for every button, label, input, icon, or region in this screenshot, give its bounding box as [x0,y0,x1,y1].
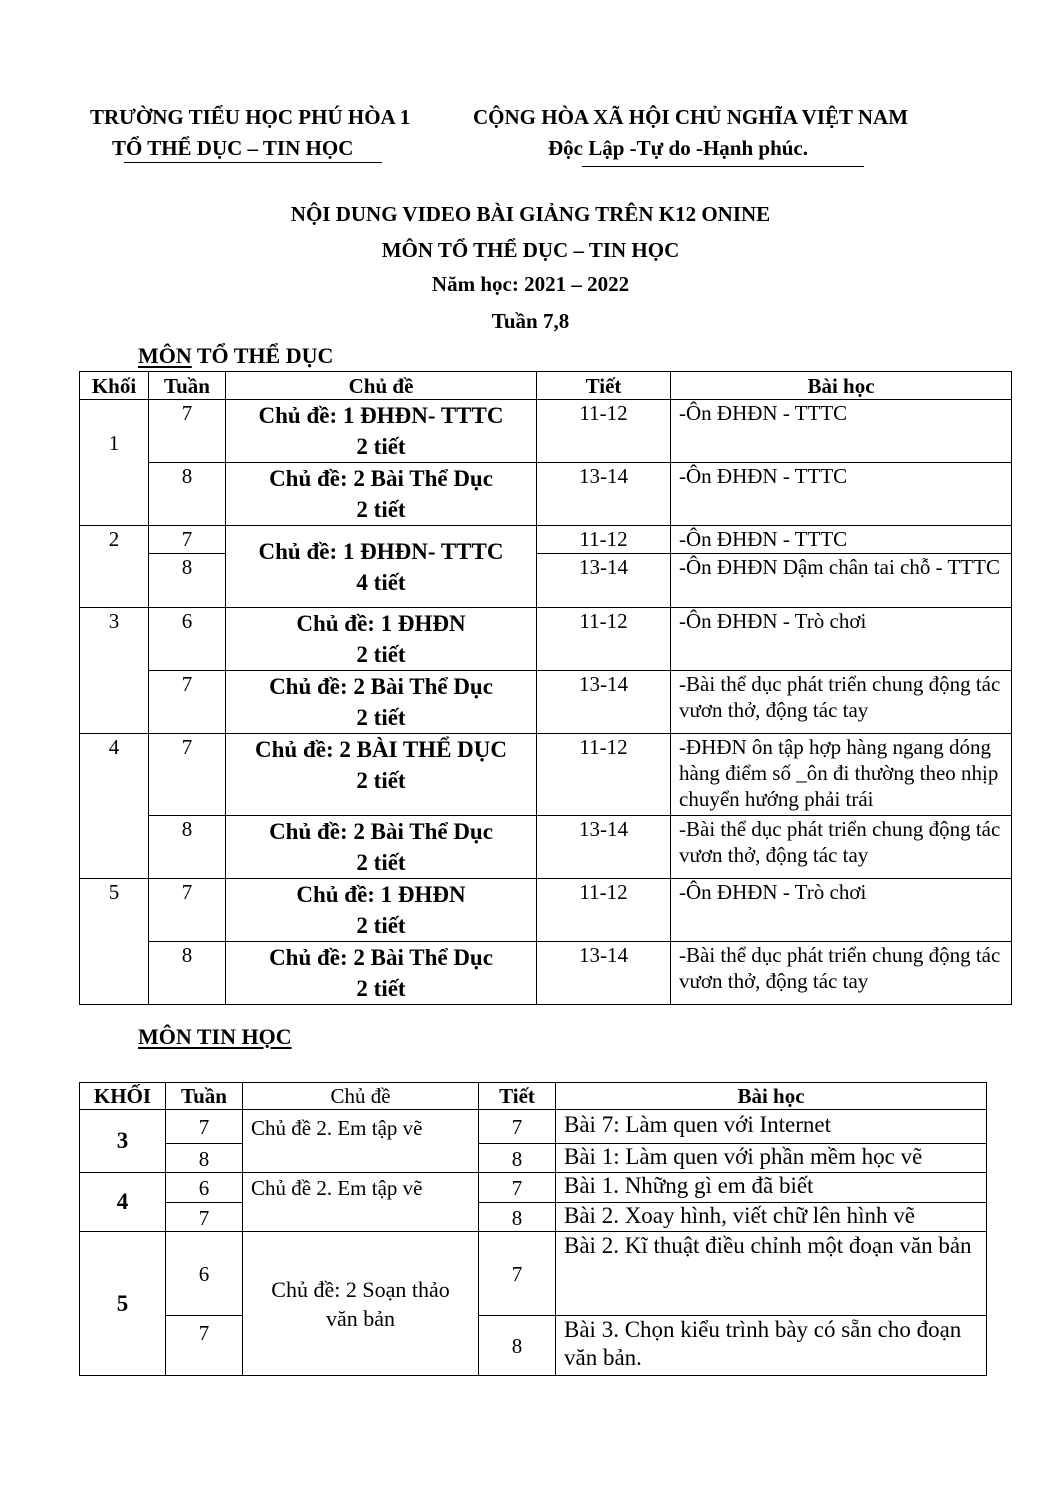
pe-period-cell: 13-14 [537,671,671,734]
it-topic-cell: Chủ đề: 2 Soạn thảo văn bản [243,1232,479,1376]
pe-week-cell: 6 [149,608,226,671]
pe-lesson-cell: -Ôn ĐHĐN Dậm chân tai chỗ - TTTC [671,554,1012,608]
it-period-cell: 8 [479,1316,556,1376]
pe-col-period: Tiết [537,372,671,400]
group-underline [124,162,382,163]
it-section-title [138,1024,292,1050]
pe-col-topic: Chủ đề [226,372,537,400]
it-period-cell: 7 [479,1110,556,1144]
it-period-cell: 7 [479,1173,556,1203]
table-row [80,400,1012,463]
pe-col-grade: Khối [80,372,149,400]
pe-section-title-rest: TỔ THỂ DỤC [191,343,334,368]
it-period-cell: 8 [479,1144,556,1173]
pe-grade-cell: 4 [80,734,149,879]
table-row [80,1232,987,1316]
pe-topic-cell [226,526,537,608]
pe-lesson-cell: -Ôn ĐHĐN - Trò chơi [671,608,1012,671]
pe-lesson-cell: -Ôn ĐHĐN - TTTC [671,400,1012,463]
pe-lesson-cell: -Ôn ĐHĐN - TTTC [671,526,1012,554]
pe-week-cell: 7 [149,879,226,942]
pe-topic-cell [226,942,537,1005]
pe-topic-cell [226,608,537,671]
it-col-period: Tiết [479,1083,556,1110]
it-col-topic: Chủ đề [243,1083,479,1110]
pe-week-cell: 7 [149,734,226,816]
table-row [80,1203,987,1232]
pe-grade-cell: 3 [80,608,149,734]
it-col-lesson: Bài học [556,1083,987,1110]
pe-col-week: Tuần [149,372,226,400]
school-year: Năm học: 2021 – 2022 [431,272,630,296]
it-section-title-text: MÔN TIN HỌC [138,1024,292,1049]
table-row [80,1316,987,1376]
pe-period-cell: 13-14 [537,816,671,879]
pe-topic-periods: 2 tiết [356,497,406,522]
school-name: TRƯỜNG TIỂU HỌC PHÚ HÒA 1 [90,105,411,129]
it-grade-cell: 5 [80,1232,166,1376]
pe-grade-cell: 1 [80,400,149,526]
it-lesson-cell: Bài 3. Chọn kiểu trình bày có sẵn cho đoạn văn bản. [556,1316,987,1376]
pe-week-cell: 7 [149,400,226,463]
it-lesson-cell: Bài 7: Làm quen với Internet [556,1110,987,1144]
motto: Độc Lập -Tự do -Hạnh phúc. [548,136,808,160]
table-row [80,816,1012,879]
pe-topic-periods: 2 tiết [356,434,406,459]
pe-period-cell: 13-14 [537,463,671,526]
pe-topic-text: Chủ đề: 1 ĐHĐN- TTTC [258,538,504,564]
it-week-cell: 6 [166,1173,243,1203]
pe-topic-cell [226,463,537,526]
pe-header-row [80,372,1012,400]
pe-week-cell: 8 [149,463,226,526]
it-grade-cell: 3 [80,1110,166,1173]
pe-week-cell: 8 [149,942,226,1005]
it-col-grade: KHỐI [80,1083,166,1110]
table-row [80,463,1012,526]
it-topic-cell: Chủ đề 2. Em tập vẽ [243,1173,479,1232]
week-label: Tuần 7,8 [491,309,570,333]
it-lesson-cell: Bài 2. Xoay hình, viết chữ lên hình vẽ [556,1203,987,1232]
it-week-cell: 7 [166,1110,243,1144]
table-row [80,734,1012,816]
pe-period-cell: 11-12 [537,879,671,942]
pe-topic-text: Chủ đề: 1 ĐHĐN- TTTC [258,403,504,428]
it-week-cell: 7 [166,1316,243,1376]
pe-topic-periods: 2 tiết [356,768,406,793]
pe-week-cell: 7 [149,526,226,554]
pe-topic-cell [226,671,537,734]
it-grade-cell: 4 [80,1173,166,1232]
pe-grade-cell: 2 [80,526,149,608]
pe-week-cell: 7 [149,671,226,734]
it-col-week: Tuần [166,1083,243,1110]
table-row [80,879,1012,942]
pe-period-cell: 11-12 [537,734,671,816]
table-row [80,671,1012,734]
group-name: TỔ THỂ DỤC – TIN HỌC [112,136,354,160]
table-row [80,526,1012,554]
it-lesson-cell: Bài 1: Làm quen với phần mềm học vẽ [556,1144,987,1173]
table-row [80,1110,987,1144]
pe-topic-text: Chủ đề: 2 Bài Thể Dục [269,945,493,970]
table-row [80,554,1012,608]
pe-week-cell: 8 [149,816,226,879]
pe-lesson-cell: -Bài thể dục phát triển chung động tác vươn thở, động tác tay [671,942,1012,1005]
pe-lesson-cell: -Ôn ĐHĐN - TTTC [671,463,1012,526]
pe-period-cell: 13-14 [537,554,671,608]
it-lesson-cell: Bài 1. Những gì em đã biết [556,1173,987,1203]
pe-section-title-underlined: MÔN [138,343,192,368]
pe-topic-cell [226,879,537,942]
it-table [79,1082,987,1376]
motto-underline [582,166,864,167]
country-name: CỘNG HÒA XÃ HỘI CHỦ NGHĨA VIỆT NAM [473,105,909,129]
it-period-cell: 8 [479,1203,556,1232]
pe-topic-text: Chủ đề: 2 Bài Thể Dục [269,819,493,844]
pe-grade-cell: 5 [80,879,149,1005]
it-lesson-cell: Bài 2. Kĩ thuật điều chỉnh một đoạn văn bản [556,1232,987,1316]
pe-lesson-cell: -Ôn ĐHĐN - Trò chơi [671,879,1012,942]
table-row [80,942,1012,1005]
pe-topic-text: Chủ đề: 2 Bài Thể Dục [269,466,493,491]
it-week-cell: 7 [166,1203,243,1232]
it-header-row [80,1083,987,1110]
pe-topic-periods: 2 tiết [356,705,406,730]
pe-period-cell: 11-12 [537,400,671,463]
pe-topic-periods: 2 tiết [356,976,406,1001]
it-period-cell: 7 [479,1232,556,1316]
it-week-cell: 6 [166,1232,243,1316]
pe-topic-text: Chủ đề: 1 ĐHĐN [296,611,466,636]
pe-week-cell: 8 [149,554,226,608]
pe-topic-text: Chủ đề: 1 ĐHĐN [296,882,466,907]
it-topic-cell: Chủ đề 2. Em tập vẽ [243,1110,479,1173]
pe-period-cell: 11-12 [537,526,671,554]
pe-section-title [138,343,333,369]
pe-topic-cell [226,400,537,463]
doc-subtitle: MÔN TỔ THỂ DỤC – TIN HỌC [381,238,680,262]
pe-lesson-cell: -Bài thể dục phát triển chung động tác vươn thở, động tác tay [671,671,1012,734]
it-week-cell: 8 [166,1144,243,1173]
pe-topic-cell [226,816,537,879]
pe-topic-periods: 2 tiết [356,642,406,667]
pe-topic-text: Chủ đề: 2 Bài Thể Dục [269,674,493,699]
pe-topic-periods: 2 tiết [356,913,406,938]
pe-table [79,371,1012,1005]
pe-lesson-cell: -Bài thể dục phát triển chung động tác vươn thở, động tác tay [671,816,1012,879]
pe-topic-periods: 4 tiết [356,569,406,595]
table-row [80,1144,987,1173]
doc-title: NỘI DUNG VIDEO BÀI GIẢNG TRÊN K12 ONINE [290,202,771,226]
pe-lesson-cell: -ĐHĐN ôn tập hợp hàng ngang dóng hàng điểm số _ôn đi thường theo nhịp chuyển hướng phải trái [671,734,1012,816]
pe-period-cell: 13-14 [537,942,671,1005]
pe-topic-text: Chủ đề: 2 BÀI THỂ DỤC [255,737,507,762]
pe-topic-periods: 2 tiết [356,850,406,875]
pe-col-lesson: Bài học [671,372,1012,400]
table-row [80,1173,987,1203]
table-row [80,608,1012,671]
pe-topic-cell [226,734,537,816]
pe-period-cell: 11-12 [537,608,671,671]
